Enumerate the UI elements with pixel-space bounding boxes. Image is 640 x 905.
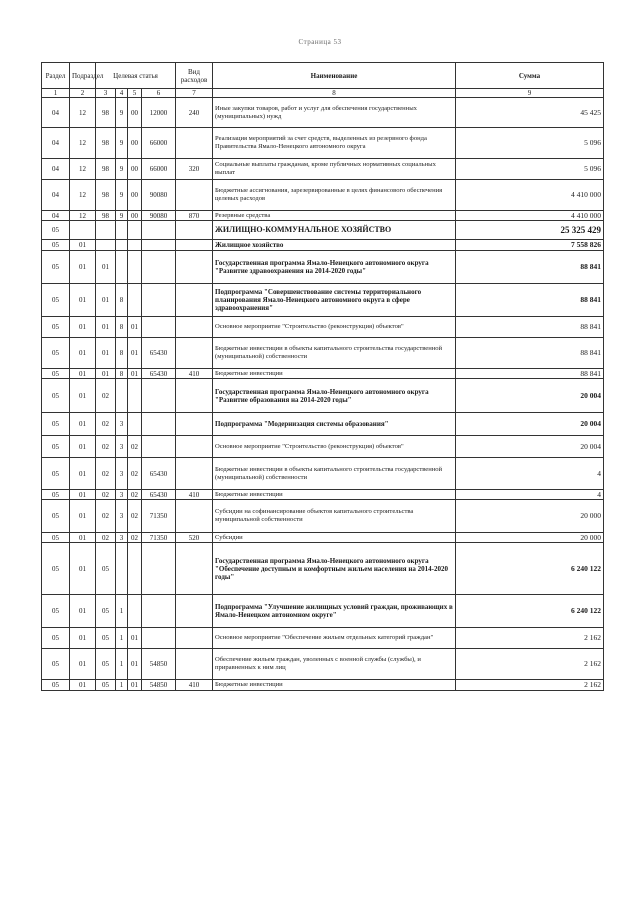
cell-activity-code <box>128 240 142 251</box>
cell-podrazdel: 01 <box>70 628 96 649</box>
budget-table <box>41 62 604 691</box>
cell-name: Реализация мероприятий за счет средств, выделенных из резервного фонда Правительства Ямало-Ненецкого автономного округа <box>213 128 456 159</box>
cell-activity-code: 00 <box>128 98 142 128</box>
cell-program-code: 02 <box>96 379 116 413</box>
cell-subprogram-code: 9 <box>116 128 128 159</box>
cell-name: Субсидии <box>213 533 456 543</box>
cell-sum: 88 841 <box>456 251 604 284</box>
cell-subprogram-code: 8 <box>116 284 128 317</box>
cell-activity-code <box>128 379 142 413</box>
cell-podrazdel: 01 <box>70 240 96 251</box>
cell-program-code: 98 <box>96 180 116 211</box>
cell-activity-code: 00 <box>128 128 142 159</box>
table-row <box>42 649 604 680</box>
cell-direction-code: 90080 <box>142 180 176 211</box>
cell-sum: 2 162 <box>456 680 604 691</box>
cell-podrazdel: 01 <box>70 284 96 317</box>
cell-razdel: 05 <box>42 369 70 379</box>
table-header-row <box>42 63 604 89</box>
cell-activity-code: 02 <box>128 490 142 500</box>
cell-activity-code <box>128 284 142 317</box>
cell-subprogram-code: 9 <box>116 98 128 128</box>
cell-direction-code: 65430 <box>142 490 176 500</box>
cell-razdel: 05 <box>42 595 70 628</box>
cell-activity-code <box>128 251 142 284</box>
cell-name: Бюджетные инвестиции <box>213 369 456 379</box>
table-body <box>42 98 604 691</box>
cell-podrazdel: 12 <box>70 159 96 180</box>
cell-sum: 88 841 <box>456 317 604 338</box>
cell-activity-code <box>128 543 142 595</box>
cell-direction-code: 66000 <box>142 128 176 159</box>
cell-razdel: 05 <box>42 240 70 251</box>
cell-activity-code: 01 <box>128 317 142 338</box>
table-row <box>42 159 604 180</box>
cell-program-code: 02 <box>96 458 116 490</box>
header-name: Наименование <box>213 63 456 89</box>
cell-direction-code: 66000 <box>142 159 176 180</box>
cell-podrazdel: 01 <box>70 490 96 500</box>
cell-name: Основное мероприятие "Строительство (реконструкция) объектов" <box>213 436 456 458</box>
cell-direction-code <box>142 436 176 458</box>
cell-sum: 6 240 122 <box>456 595 604 628</box>
cell-sum: 20 004 <box>456 379 604 413</box>
cell-direction-code: 90080 <box>142 211 176 221</box>
cell-program-code: 02 <box>96 490 116 500</box>
cell-sum: 88 841 <box>456 338 604 369</box>
cell-podrazdel: 01 <box>70 543 96 595</box>
cell-program-code <box>96 240 116 251</box>
header-expense-type: Вид расходов <box>176 63 213 89</box>
cell-podrazdel: 12 <box>70 128 96 159</box>
cell-subprogram-code: 3 <box>116 458 128 490</box>
cell-program-code: 01 <box>96 338 116 369</box>
cell-podrazdel: 01 <box>70 500 96 533</box>
table-row <box>42 543 604 595</box>
cell-direction-code <box>142 317 176 338</box>
cell-program-code: 01 <box>96 284 116 317</box>
cell-podrazdel: 01 <box>70 436 96 458</box>
cell-razdel: 05 <box>42 284 70 317</box>
cell-razdel: 05 <box>42 500 70 533</box>
cell-program-code: 05 <box>96 680 116 691</box>
cell-subprogram-code: 3 <box>116 533 128 543</box>
cell-podrazdel: 01 <box>70 251 96 284</box>
cell-expense-type <box>176 595 213 628</box>
cell-subprogram-code: 3 <box>116 413 128 436</box>
cell-name: Основное мероприятие "Обеспечение жильем отдельных категорий граждан" <box>213 628 456 649</box>
cell-expense-type <box>176 500 213 533</box>
cell-activity-code: 00 <box>128 180 142 211</box>
cell-sum: 4 <box>456 490 604 500</box>
cell-activity-code: 02 <box>128 500 142 533</box>
cell-podrazdel: 12 <box>70 211 96 221</box>
cell-program-code: 02 <box>96 533 116 543</box>
cell-razdel: 05 <box>42 649 70 680</box>
table-row <box>42 240 604 251</box>
cell-sum: 88 841 <box>456 369 604 379</box>
cell-expense-type: 240 <box>176 98 213 128</box>
cell-subprogram-code: 9 <box>116 159 128 180</box>
cell-sum: 6 240 122 <box>456 543 604 595</box>
cell-subprogram-code: 8 <box>116 317 128 338</box>
cell-program-code: 02 <box>96 413 116 436</box>
cell-subprogram-code <box>116 221 128 240</box>
cell-subprogram-code: 1 <box>116 628 128 649</box>
cell-name: Субсидии на софинансирование объектов капитального строительства муниципальной собственности <box>213 500 456 533</box>
cell-razdel: 05 <box>42 221 70 240</box>
cell-direction-code <box>142 595 176 628</box>
cell-razdel: 05 <box>42 490 70 500</box>
cell-subprogram-code: 1 <box>116 595 128 628</box>
cell-direction-code <box>142 284 176 317</box>
cell-expense-type <box>176 317 213 338</box>
col-number: 3 <box>96 89 116 98</box>
cell-name: Обеспечение жильем граждан, уволенных с военной службы (службы), и приравненных к ним лиц <box>213 649 456 680</box>
cell-expense-type <box>176 251 213 284</box>
column-number-row <box>42 89 604 98</box>
cell-subprogram-code: 9 <box>116 211 128 221</box>
cell-sum: 7 558 826 <box>456 240 604 251</box>
page-label: Страница 53 <box>298 38 342 46</box>
cell-expense-type <box>176 180 213 211</box>
table-row <box>42 369 604 379</box>
table-row <box>42 628 604 649</box>
cell-program-code: 01 <box>96 251 116 284</box>
cell-activity-code: 02 <box>128 533 142 543</box>
cell-podrazdel: 01 <box>70 369 96 379</box>
table-row <box>42 251 604 284</box>
cell-razdel: 05 <box>42 436 70 458</box>
cell-podrazdel: 01 <box>70 458 96 490</box>
cell-razdel: 05 <box>42 533 70 543</box>
col-number: 8 <box>213 89 456 98</box>
cell-sum: 20 000 <box>456 500 604 533</box>
cell-sum: 20 000 <box>456 533 604 543</box>
cell-activity-code: 00 <box>128 159 142 180</box>
cell-podrazdel: 01 <box>70 649 96 680</box>
cell-sum: 2 162 <box>456 628 604 649</box>
table-row <box>42 413 604 436</box>
cell-sum: 4 <box>456 458 604 490</box>
cell-subprogram-code: 8 <box>116 338 128 369</box>
cell-subprogram-code <box>116 251 128 284</box>
cell-razdel: 05 <box>42 680 70 691</box>
cell-sum: 25 325 429 <box>456 221 604 240</box>
cell-direction-code: 54850 <box>142 680 176 691</box>
cell-direction-code: 71350 <box>142 533 176 543</box>
cell-subprogram-code: 1 <box>116 680 128 691</box>
cell-direction-code <box>142 379 176 413</box>
table-row <box>42 458 604 490</box>
cell-subprogram-code <box>116 543 128 595</box>
cell-podrazdel: 01 <box>70 338 96 369</box>
cell-razdel: 05 <box>42 251 70 284</box>
cell-expense-type <box>176 128 213 159</box>
cell-razdel: 05 <box>42 317 70 338</box>
cell-razdel: 05 <box>42 338 70 369</box>
table-row <box>42 338 604 369</box>
cell-activity-code: 00 <box>128 211 142 221</box>
col-number: 2 <box>70 89 96 98</box>
cell-name: Подпрограмма "Улучшение жилищных условий граждан, проживающих в Ямало-Ненецком автономном округе" <box>213 595 456 628</box>
cell-subprogram-code: 9 <box>116 180 128 211</box>
cell-direction-code: 71350 <box>142 500 176 533</box>
cell-sum: 2 162 <box>456 649 604 680</box>
table-row <box>42 490 604 500</box>
cell-razdel: 04 <box>42 211 70 221</box>
header-podrazdel: Подраздел <box>70 63 96 89</box>
table-row <box>42 533 604 543</box>
cell-expense-type <box>176 379 213 413</box>
col-number: 9 <box>456 89 604 98</box>
header-sum: Сумма <box>456 63 604 89</box>
col-number: 5 <box>128 89 142 98</box>
table-row <box>42 180 604 211</box>
table-row <box>42 436 604 458</box>
table-row <box>42 211 604 221</box>
cell-name: Жилищное хозяйство <box>213 240 456 251</box>
cell-name: Государственная программа Ямало-Ненецкого автономного округа "Развитие здравоохранения на 2014-2020 годы" <box>213 251 456 284</box>
col-number: 4 <box>116 89 128 98</box>
cell-expense-type <box>176 649 213 680</box>
cell-program-code: 01 <box>96 317 116 338</box>
cell-name: Социальные выплаты гражданам, кроме публичных нормативных социальных выплат <box>213 159 456 180</box>
cell-activity-code: 01 <box>128 628 142 649</box>
col-number: 6 <box>142 89 176 98</box>
header-razdel: Раздел <box>42 63 70 89</box>
cell-expense-type <box>176 284 213 317</box>
cell-expense-type <box>176 338 213 369</box>
cell-expense-type: 320 <box>176 159 213 180</box>
cell-sum: 5 096 <box>456 128 604 159</box>
cell-razdel: 05 <box>42 458 70 490</box>
cell-direction-code <box>142 240 176 251</box>
cell-subprogram-code <box>116 379 128 413</box>
table-row <box>42 128 604 159</box>
cell-program-code: 05 <box>96 595 116 628</box>
cell-podrazdel: 01 <box>70 379 96 413</box>
cell-name: Бюджетные инвестиции <box>213 680 456 691</box>
cell-program-code: 98 <box>96 128 116 159</box>
cell-razdel: 04 <box>42 159 70 180</box>
cell-podrazdel: 01 <box>70 413 96 436</box>
cell-expense-type: 410 <box>176 490 213 500</box>
cell-activity-code <box>128 413 142 436</box>
cell-podrazdel: 12 <box>70 98 96 128</box>
cell-program-code: 05 <box>96 649 116 680</box>
cell-direction-code: 12000 <box>142 98 176 128</box>
cell-sum: 4 410 000 <box>456 211 604 221</box>
cell-razdel: 04 <box>42 98 70 128</box>
cell-program-code: 05 <box>96 543 116 595</box>
cell-sum: 45 425 <box>456 98 604 128</box>
table-row <box>42 317 604 338</box>
cell-expense-type <box>176 543 213 595</box>
cell-program-code: 98 <box>96 211 116 221</box>
cell-razdel: 05 <box>42 379 70 413</box>
cell-sum: 88 841 <box>456 284 604 317</box>
cell-razdel: 04 <box>42 128 70 159</box>
cell-expense-type: 410 <box>176 369 213 379</box>
table-row <box>42 500 604 533</box>
col-number: 1 <box>42 89 70 98</box>
cell-activity-code <box>128 221 142 240</box>
cell-podrazdel: 01 <box>70 595 96 628</box>
cell-direction-code <box>142 251 176 284</box>
cell-razdel: 04 <box>42 180 70 211</box>
col-number: 7 <box>176 89 213 98</box>
cell-name: Государственная программа Ямало-Ненецкого автономного округа "Обеспечение доступным и комфортным жильем населения на 2014-2020 годы" <box>213 543 456 595</box>
cell-name: Бюджетные инвестиции <box>213 490 456 500</box>
cell-podrazdel: 01 <box>70 317 96 338</box>
cell-name: Подпрограмма "Модернизация системы образования" <box>213 413 456 436</box>
cell-name: Основное мероприятие "Строительство (реконструкция) объектов" <box>213 317 456 338</box>
cell-direction-code: 65430 <box>142 369 176 379</box>
cell-program-code: 98 <box>96 98 116 128</box>
cell-direction-code <box>142 543 176 595</box>
cell-expense-type: 870 <box>176 211 213 221</box>
cell-subprogram-code: 3 <box>116 500 128 533</box>
table-row <box>42 379 604 413</box>
header-target-article: Целевая статья <box>96 63 176 89</box>
cell-direction-code <box>142 413 176 436</box>
cell-program-code: 01 <box>96 369 116 379</box>
cell-expense-type: 410 <box>176 680 213 691</box>
cell-razdel: 05 <box>42 413 70 436</box>
table-row <box>42 284 604 317</box>
cell-name: Бюджетные инвестиции в объекты капитального строительства государственной (муниципальной) собственности <box>213 338 456 369</box>
cell-subprogram-code: 3 <box>116 436 128 458</box>
cell-activity-code: 01 <box>128 338 142 369</box>
cell-name: Подпрограмма "Совершенствование системы территориального планирования Ямало-Ненецкого автономного округа в сфере здравоохранения" <box>213 284 456 317</box>
cell-program-code: 02 <box>96 500 116 533</box>
table-row <box>42 680 604 691</box>
cell-subprogram-code: 3 <box>116 490 128 500</box>
cell-subprogram-code <box>116 240 128 251</box>
cell-sum: 20 004 <box>456 436 604 458</box>
cell-expense-type <box>176 240 213 251</box>
table-row <box>42 221 604 240</box>
cell-name: Бюджетные инвестиции в объекты капитального строительства государственной (муниципальной) собственности <box>213 458 456 490</box>
cell-direction-code <box>142 221 176 240</box>
table-row <box>42 98 604 128</box>
cell-podrazdel: 12 <box>70 180 96 211</box>
cell-expense-type <box>176 436 213 458</box>
cell-subprogram-code: 8 <box>116 369 128 379</box>
cell-name: ЖИЛИЩНО-КОММУНАЛЬНОЕ ХОЗЯЙСТВО <box>213 221 456 240</box>
cell-expense-type <box>176 458 213 490</box>
cell-direction-code <box>142 628 176 649</box>
cell-name: Бюджетные ассигнования, зарезервированные в целях финансового обеспечения целевых расходов <box>213 180 456 211</box>
cell-program-code: 02 <box>96 436 116 458</box>
cell-expense-type <box>176 221 213 240</box>
cell-name: Резервные средства <box>213 211 456 221</box>
cell-razdel: 05 <box>42 543 70 595</box>
cell-sum: 20 004 <box>456 413 604 436</box>
cell-sum: 5 096 <box>456 159 604 180</box>
cell-sum: 4 410 000 <box>456 180 604 211</box>
cell-direction-code: 65430 <box>142 458 176 490</box>
cell-podrazdel <box>70 221 96 240</box>
cell-direction-code: 65430 <box>142 338 176 369</box>
cell-podrazdel: 01 <box>70 533 96 543</box>
cell-activity-code: 02 <box>128 458 142 490</box>
cell-expense-type <box>176 413 213 436</box>
cell-program-code: 05 <box>96 628 116 649</box>
cell-activity-code: 01 <box>128 649 142 680</box>
cell-subprogram-code: 1 <box>116 649 128 680</box>
cell-razdel: 05 <box>42 628 70 649</box>
cell-expense-type: 520 <box>176 533 213 543</box>
cell-name: Государственная программа Ямало-Ненецкого автономного округа "Развитие образования на 2014-2020 годы" <box>213 379 456 413</box>
cell-activity-code: 01 <box>128 369 142 379</box>
cell-program-code <box>96 221 116 240</box>
cell-podrazdel: 01 <box>70 680 96 691</box>
cell-expense-type <box>176 628 213 649</box>
cell-activity-code <box>128 595 142 628</box>
table-row <box>42 595 604 628</box>
cell-program-code: 98 <box>96 159 116 180</box>
cell-direction-code: 54850 <box>142 649 176 680</box>
cell-activity-code: 02 <box>128 436 142 458</box>
cell-activity-code: 01 <box>128 680 142 691</box>
cell-name: Иные закупки товаров, работ и услуг для обеспечения государственных (муниципальных) нужд <box>213 98 456 128</box>
